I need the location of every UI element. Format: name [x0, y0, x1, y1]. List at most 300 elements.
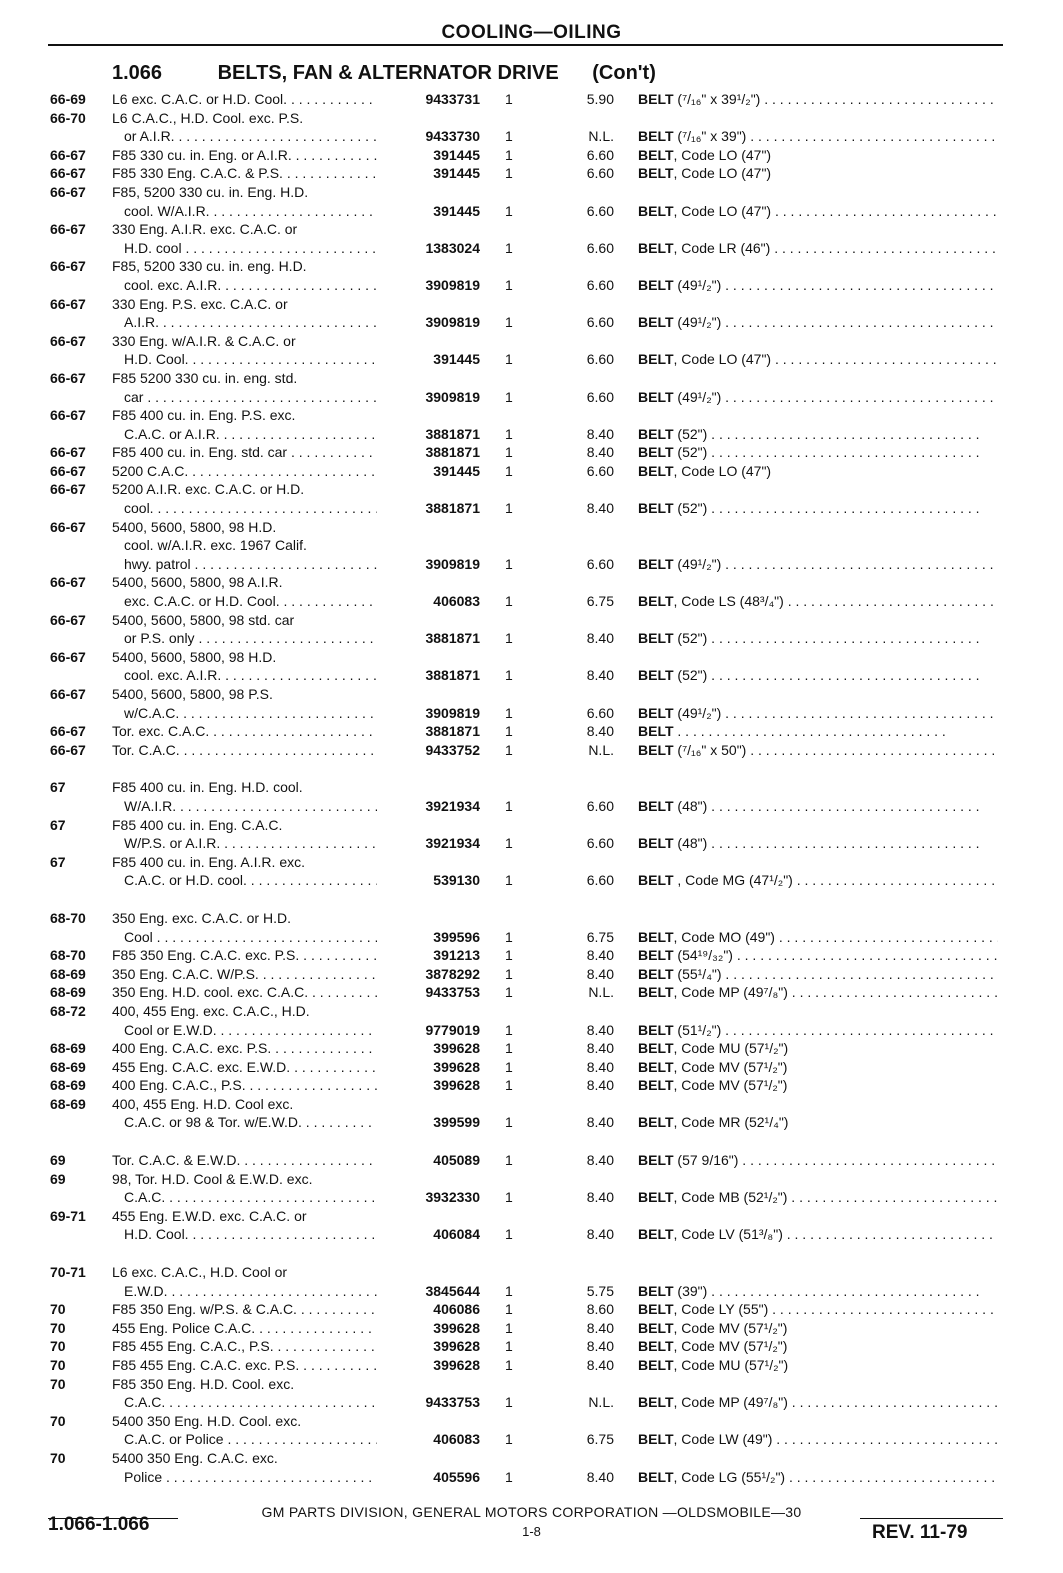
part-name: BELT	[638, 1301, 674, 1318]
table-row	[0, 276, 1063, 295]
table-row	[0, 853, 1063, 872]
page-header-title: COOLING—OILING	[441, 22, 622, 43]
part-number: 391445	[433, 146, 480, 163]
application-description: W/P.S. or A.I.R. . . .	[124, 834, 377, 853]
part-spec: , Code MU (57¹/₂")	[673, 1357, 789, 1373]
table-row	[0, 239, 1063, 258]
application-description: F85, 5200 330 cu. in. Eng. H.D.	[112, 183, 309, 200]
part-spec: (39") . . .	[674, 1283, 980, 1299]
table-row	[0, 871, 1063, 890]
part-description	[638, 462, 998, 481]
application-description: W/A.I.R. . . .	[124, 797, 377, 816]
part-spec: , Code MO (49") . . .	[674, 929, 998, 945]
quantity: 1	[505, 1040, 513, 1057]
price: 6.60	[586, 239, 614, 256]
part-spec: , Code MV (57¹/₂")	[673, 1338, 788, 1355]
part-spec: (49¹/₂") . . .	[674, 277, 994, 293]
application-description: 5200 C.A.C. . . .	[112, 462, 377, 481]
quantity: 1	[505, 1394, 513, 1411]
application-description: cool. W/A.I.R. . . .	[124, 202, 377, 221]
table-row	[0, 1356, 1063, 1375]
part-number: 399628	[433, 1357, 480, 1373]
quantity: 1	[505, 723, 513, 740]
model-years: 68-69	[50, 965, 86, 982]
part-number: 3921934	[425, 797, 480, 814]
application-description: 400 Eng. C.A.C., P.S. . . .	[112, 1076, 377, 1095]
section-name: BELTS, FAN & ALTERNATOR DRIVE	[217, 62, 559, 84]
model-years: 70	[50, 1375, 66, 1392]
part-number: 405596	[433, 1468, 480, 1485]
part-spec: (52") . . .	[674, 426, 980, 442]
table-row	[0, 313, 1063, 332]
part-spec: , Code LW (49") . . .	[674, 1431, 998, 1447]
table-row	[0, 1076, 1063, 1095]
table-row	[0, 369, 1063, 388]
application-description: car . . .	[124, 388, 377, 407]
price: 6.60	[586, 165, 614, 182]
quantity: 1	[505, 797, 513, 814]
part-spec: (57 9/16") . . .	[674, 1152, 998, 1168]
part-spec: , Code LY (55") . . .	[674, 1301, 998, 1317]
table-row	[0, 1375, 1063, 1394]
table-row	[0, 295, 1063, 314]
part-name: BELT	[638, 91, 674, 107]
application-description: 400, 455 Eng. exc. C.A.C., H.D.	[112, 1002, 310, 1019]
part-spec: , Code LO (47")	[673, 462, 772, 479]
model-years: 66-67	[50, 221, 86, 238]
part-description	[638, 834, 998, 853]
price: 6.60	[586, 146, 614, 163]
application-description: F85, 5200 330 cu. in. eng. H.D.	[112, 258, 307, 275]
price: 6.60	[586, 314, 614, 331]
table-row	[0, 778, 1063, 797]
part-name: BELT	[638, 146, 674, 163]
application-description: hwy. patrol . . .	[124, 555, 377, 574]
application-description: 5400, 5600, 5800, 98 H.D.	[112, 518, 277, 535]
part-number: 9433753	[425, 984, 480, 1001]
part-name: BELT	[638, 1431, 674, 1448]
part-description	[638, 1393, 998, 1412]
part-spec: , Code MP (49⁷/₈") . . .	[674, 984, 998, 1000]
part-spec: , Code LO (47") . . .	[674, 203, 998, 219]
part-spec: (49¹/₂") . . .	[674, 556, 994, 572]
part-name: BELT	[638, 667, 674, 684]
application-description: 330 Eng. w/A.I.R. & C.A.C. or	[112, 332, 296, 349]
part-name: BELT	[638, 984, 674, 1001]
part-name: BELT	[638, 1319, 674, 1336]
part-name: BELT	[638, 947, 674, 964]
quantity: 1	[505, 1114, 513, 1131]
application-description: 5400, 5600, 5800, 98 P.S.	[112, 686, 273, 702]
price: 8.40	[586, 1189, 614, 1206]
part-description	[638, 425, 998, 444]
part-spec: (⁷/₁₆" x 39") . . .	[674, 128, 998, 144]
part-description	[638, 313, 998, 332]
part-name: BELT	[638, 202, 674, 219]
table-row	[0, 1188, 1063, 1207]
part-name: BELT	[638, 593, 674, 610]
part-number: 391213	[433, 947, 480, 964]
application-description: F85 350 Eng. w/P.S. & C.A.C. . . .	[112, 1300, 377, 1319]
table-row	[0, 536, 1063, 555]
part-name: BELT	[638, 1282, 674, 1299]
part-description	[638, 871, 998, 890]
quantity: 1	[505, 146, 513, 163]
quantity: 1	[505, 947, 513, 964]
table-row	[0, 648, 1063, 667]
quantity: 1	[505, 91, 513, 107]
table-row	[0, 406, 1063, 425]
table-row	[0, 332, 1063, 351]
model-years: 66-67	[50, 723, 86, 740]
table-row	[0, 741, 1063, 760]
application-description: or A.I.R. . . .	[124, 127, 377, 146]
part-number: 406084	[433, 1226, 480, 1243]
model-years: 68-69	[50, 984, 86, 1001]
application-description: 5400, 5600, 5800, 98 std. car	[112, 611, 295, 628]
part-number: 406083	[433, 593, 480, 610]
part-number: 3881871	[425, 500, 480, 517]
price: 8.40	[586, 1040, 614, 1057]
quantity: 1	[505, 500, 513, 517]
model-years: 66-67	[50, 611, 86, 628]
part-description	[638, 1039, 998, 1058]
part-name: BELT	[638, 555, 674, 572]
quantity: 1	[505, 872, 513, 889]
application-description: F85 400 cu. in. Eng. P.S. exc.	[112, 407, 296, 424]
quantity: 1	[505, 165, 513, 182]
application-description: F85 400 cu. in. Eng. A.I.R. exc.	[112, 853, 305, 870]
application-description: 5400, 5600, 5800, 98 A.I.R.	[112, 574, 283, 591]
quantity: 1	[505, 741, 513, 758]
table-row	[0, 127, 1063, 146]
quantity: 1	[505, 1152, 513, 1169]
table-row	[0, 202, 1063, 221]
table-row	[0, 965, 1063, 984]
price: 6.60	[586, 388, 614, 405]
part-description	[638, 1076, 998, 1095]
application-description: C.A.C. or 98 & Tor. w/E.W.D. . . .	[124, 1113, 377, 1132]
part-spec: , Code LO (47")	[673, 165, 772, 182]
part-description	[638, 666, 998, 685]
part-number: 3909819	[425, 704, 480, 721]
footer-revision: REV. 11-79	[872, 1522, 968, 1543]
row-spacer	[0, 759, 1063, 778]
quantity: 1	[505, 1189, 513, 1206]
part-name: BELT	[638, 1152, 674, 1169]
model-years: 66-67	[50, 648, 86, 665]
part-spec: , Code MG (47¹/₂") . . .	[674, 872, 998, 888]
part-name: BELT	[638, 351, 674, 368]
application-description: C.A.C. . . .	[124, 1393, 377, 1412]
quantity: 1	[505, 462, 513, 479]
table-row	[0, 573, 1063, 592]
part-spec: , Code LO (47") . . .	[674, 351, 998, 367]
part-spec: (⁷/₁₆" x 50") . . .	[674, 742, 998, 758]
table-row	[0, 1151, 1063, 1170]
application-description: C.A.C. or Police . . .	[124, 1430, 377, 1449]
table-row	[0, 629, 1063, 648]
application-description: H.D. Cool. . . .	[124, 1225, 377, 1244]
application-description: H.D. Cool. . . .	[124, 350, 377, 369]
part-name: BELT	[638, 276, 674, 293]
quantity: 1	[505, 1282, 513, 1299]
part-spec: , Code MV (57¹/₂")	[673, 1077, 788, 1094]
part-spec: (52") . . .	[674, 667, 980, 683]
model-years: 67	[50, 853, 66, 870]
application-description: 455 Eng. C.A.C. exc. E.W.D. . . .	[112, 1058, 377, 1077]
section-continued: (Con't)	[592, 62, 656, 84]
application-description: C.A.C. . . .	[124, 1188, 377, 1207]
part-name: BELT	[638, 1114, 674, 1131]
part-name: BELT	[638, 1077, 674, 1094]
model-years: 66-67	[50, 518, 86, 535]
table-row	[0, 220, 1063, 239]
part-number: 399628	[433, 1319, 480, 1336]
part-name: BELT	[638, 500, 674, 517]
header-rule	[48, 44, 1003, 46]
price: 8.40	[586, 1338, 614, 1355]
model-years: 66-67	[50, 574, 86, 591]
application-description: L6 C.A.C., H.D. Cool. exc. P.S.	[112, 109, 304, 126]
part-name: BELT	[638, 797, 674, 814]
table-row	[0, 611, 1063, 630]
model-years: 66-67	[50, 481, 86, 498]
table-row	[0, 1039, 1063, 1058]
quantity: 1	[505, 1319, 513, 1336]
application-description: F85 350 Eng. H.D. Cool. exc.	[112, 1375, 295, 1392]
model-years: 66-67	[50, 462, 86, 479]
price: N.L.	[588, 741, 614, 758]
part-description	[638, 983, 998, 1002]
model-years: 66-67	[50, 741, 86, 758]
table-row	[0, 1170, 1063, 1189]
model-years: 66-67	[50, 295, 86, 312]
quantity: 1	[505, 1338, 513, 1355]
table-row	[0, 834, 1063, 853]
footer-text: GM PARTS DIVISION, GENERAL MOTORS CORPORATION —OLDSMOBILE—30	[261, 1504, 802, 1520]
part-description	[638, 202, 998, 221]
quantity: 1	[505, 835, 513, 852]
part-name: BELT	[638, 723, 674, 740]
application-description: Tor. C.A.C. . . .	[112, 741, 377, 760]
part-description	[638, 1151, 998, 1170]
table-row	[0, 1430, 1063, 1449]
part-description	[638, 499, 998, 518]
part-number: 9779019	[425, 1021, 480, 1038]
part-number: 9433731	[425, 91, 480, 107]
part-name: BELT	[638, 1468, 674, 1485]
price: 6.60	[586, 462, 614, 479]
part-name: BELT	[638, 741, 674, 758]
application-description: Cool . . .	[124, 928, 377, 947]
part-name: BELT	[638, 1021, 674, 1038]
part-spec: (49¹/₂") . . .	[674, 389, 994, 405]
price: 8.40	[586, 1468, 614, 1485]
model-years: 68-70	[50, 909, 86, 926]
application-description: 350 Eng. exc. C.A.C. or H.D.	[112, 909, 291, 926]
model-years: 70	[50, 1338, 66, 1355]
footer-section-range: 1.066-1.066	[48, 1514, 150, 1535]
part-name: BELT	[638, 1394, 674, 1411]
part-number: 391445	[433, 202, 480, 219]
price: 6.60	[586, 872, 614, 889]
part-name: BELT	[638, 1226, 674, 1243]
quantity: 1	[505, 1226, 513, 1243]
part-name: BELT	[638, 1058, 674, 1075]
price: 8.40	[586, 425, 614, 442]
table-row	[0, 443, 1063, 462]
part-name: BELT	[638, 965, 674, 982]
model-years: 70	[50, 1301, 66, 1318]
price: 8.40	[586, 1058, 614, 1075]
quantity: 1	[505, 1021, 513, 1038]
quantity: 1	[505, 593, 513, 610]
price: 8.60	[586, 1301, 614, 1318]
table-row	[0, 350, 1063, 369]
part-spec: , Code LO (47")	[673, 146, 772, 163]
table-row	[0, 1263, 1063, 1282]
price: 6.60	[586, 704, 614, 721]
table-row	[0, 722, 1063, 741]
part-description	[638, 592, 998, 611]
part-number: 391445	[433, 165, 480, 182]
part-spec: , Code MU (57¹/₂")	[673, 1040, 789, 1057]
table-row	[0, 1225, 1063, 1244]
table-row	[0, 425, 1063, 444]
part-name: BELT	[638, 630, 674, 647]
part-spec: , Code LV (51³/₈") . . .	[674, 1226, 998, 1242]
part-description	[638, 1468, 998, 1487]
table-row	[0, 909, 1063, 928]
part-name: BELT	[638, 425, 674, 442]
price: 8.40	[586, 667, 614, 684]
part-name: BELT	[638, 314, 674, 331]
model-years: 66-67	[50, 183, 86, 200]
application-description: F85 5200 330 cu. in. eng. std.	[112, 369, 298, 386]
part-number: 3909819	[425, 276, 480, 293]
model-years: 70	[50, 1357, 66, 1373]
model-years: 66-67	[50, 258, 86, 275]
part-description	[638, 146, 998, 165]
row-spacer	[0, 890, 1063, 909]
part-number: 406083	[433, 1431, 480, 1448]
part-number: 399596	[433, 928, 480, 945]
application-description: C.A.C. or H.D. cool. . . .	[124, 871, 377, 890]
part-spec: (51¹/₂") . . .	[674, 1022, 994, 1038]
quantity: 1	[505, 314, 513, 331]
part-description	[638, 239, 998, 258]
price: N.L.	[588, 128, 614, 145]
part-description	[638, 629, 998, 648]
table-row	[0, 518, 1063, 537]
quantity: 1	[505, 276, 513, 293]
table-row	[0, 499, 1063, 518]
application-description: Cool or E.W.D. . . .	[124, 1021, 377, 1040]
part-spec: (52") . . .	[674, 444, 980, 460]
application-description: cool. exc. A.I.R. . . .	[124, 666, 377, 685]
model-years: 66-67	[50, 146, 86, 163]
application-description: Tor. exc. C.A.C. . . .	[112, 722, 377, 741]
model-years: 68-70	[50, 947, 86, 964]
table-row	[0, 90, 1063, 109]
part-description	[638, 276, 998, 295]
table-row	[0, 704, 1063, 723]
part-spec: (55¹/₄") . . .	[674, 966, 994, 982]
part-number: 399628	[433, 1040, 480, 1057]
model-years: 68-69	[50, 1040, 86, 1057]
table-row	[0, 480, 1063, 499]
table-row	[0, 1319, 1063, 1338]
table-row	[0, 592, 1063, 611]
table-row	[0, 1282, 1063, 1301]
part-spec: , Code MB (52¹/₂") . . .	[674, 1189, 998, 1205]
part-description	[638, 1058, 998, 1077]
quantity: 1	[505, 128, 513, 145]
table-row	[0, 1300, 1063, 1319]
quantity: 1	[505, 984, 513, 1001]
application-description: F85 400 cu. in. Eng. C.A.C.	[112, 816, 283, 833]
quantity: 1	[505, 1301, 513, 1318]
price: 8.40	[586, 1021, 614, 1038]
parts-table	[0, 90, 1063, 1486]
part-number: 391445	[433, 462, 480, 479]
application-description: 350 Eng. H.D. cool. exc. C.A.C. . . .	[112, 983, 377, 1002]
table-row	[0, 1058, 1063, 1077]
application-description: F85 400 cu. in. Eng. std. car . . .	[112, 443, 377, 462]
application-description: 455 Eng. E.W.D. exc. C.A.C. or	[112, 1207, 307, 1224]
part-description	[638, 946, 998, 965]
application-description: 330 Eng. A.I.R. exc. C.A.C. or	[112, 221, 298, 238]
footer-page-number: 1-8	[522, 1524, 541, 1539]
price: 8.40	[586, 500, 614, 517]
part-spec: (52") . . .	[674, 500, 980, 516]
application-description: cool. w/A.I.R. exc. 1967 Calif.	[124, 537, 307, 554]
model-years: 66-67	[50, 444, 86, 461]
table-row	[0, 388, 1063, 407]
table-row	[0, 462, 1063, 481]
application-description: 98, Tor. H.D. Cool & E.W.D. exc.	[112, 1170, 313, 1187]
application-description: cool. exc. A.I.R. . . .	[124, 276, 377, 295]
table-row	[0, 183, 1063, 202]
part-description	[638, 164, 998, 183]
table-row	[0, 685, 1063, 704]
price: 6.75	[586, 928, 614, 945]
part-name: BELT	[638, 1189, 674, 1206]
application-description: w/C.A.C. . . .	[124, 704, 377, 723]
quantity: 1	[505, 444, 513, 461]
part-spec: (⁷/₁₆" x 39¹/₂") . . .	[674, 91, 998, 107]
part-number: 3881871	[425, 667, 480, 684]
part-name: BELT	[638, 704, 674, 721]
table-row	[0, 1113, 1063, 1132]
application-description: F85 350 Eng. C.A.C. exc. P.S. . . .	[112, 946, 377, 965]
quantity: 1	[505, 425, 513, 442]
part-description	[638, 1225, 998, 1244]
part-number: 3921934	[425, 835, 480, 852]
part-number: 399628	[433, 1338, 480, 1355]
part-description	[638, 350, 998, 369]
table-row	[0, 1337, 1063, 1356]
section-number: 1.066	[112, 62, 163, 84]
part-number: 399628	[433, 1077, 480, 1094]
application-description: A.I.R. . . .	[124, 313, 377, 332]
quantity: 1	[505, 667, 513, 684]
price: 8.40	[586, 1226, 614, 1243]
part-name: BELT	[638, 165, 674, 182]
part-description	[638, 555, 998, 574]
part-description	[638, 797, 998, 816]
